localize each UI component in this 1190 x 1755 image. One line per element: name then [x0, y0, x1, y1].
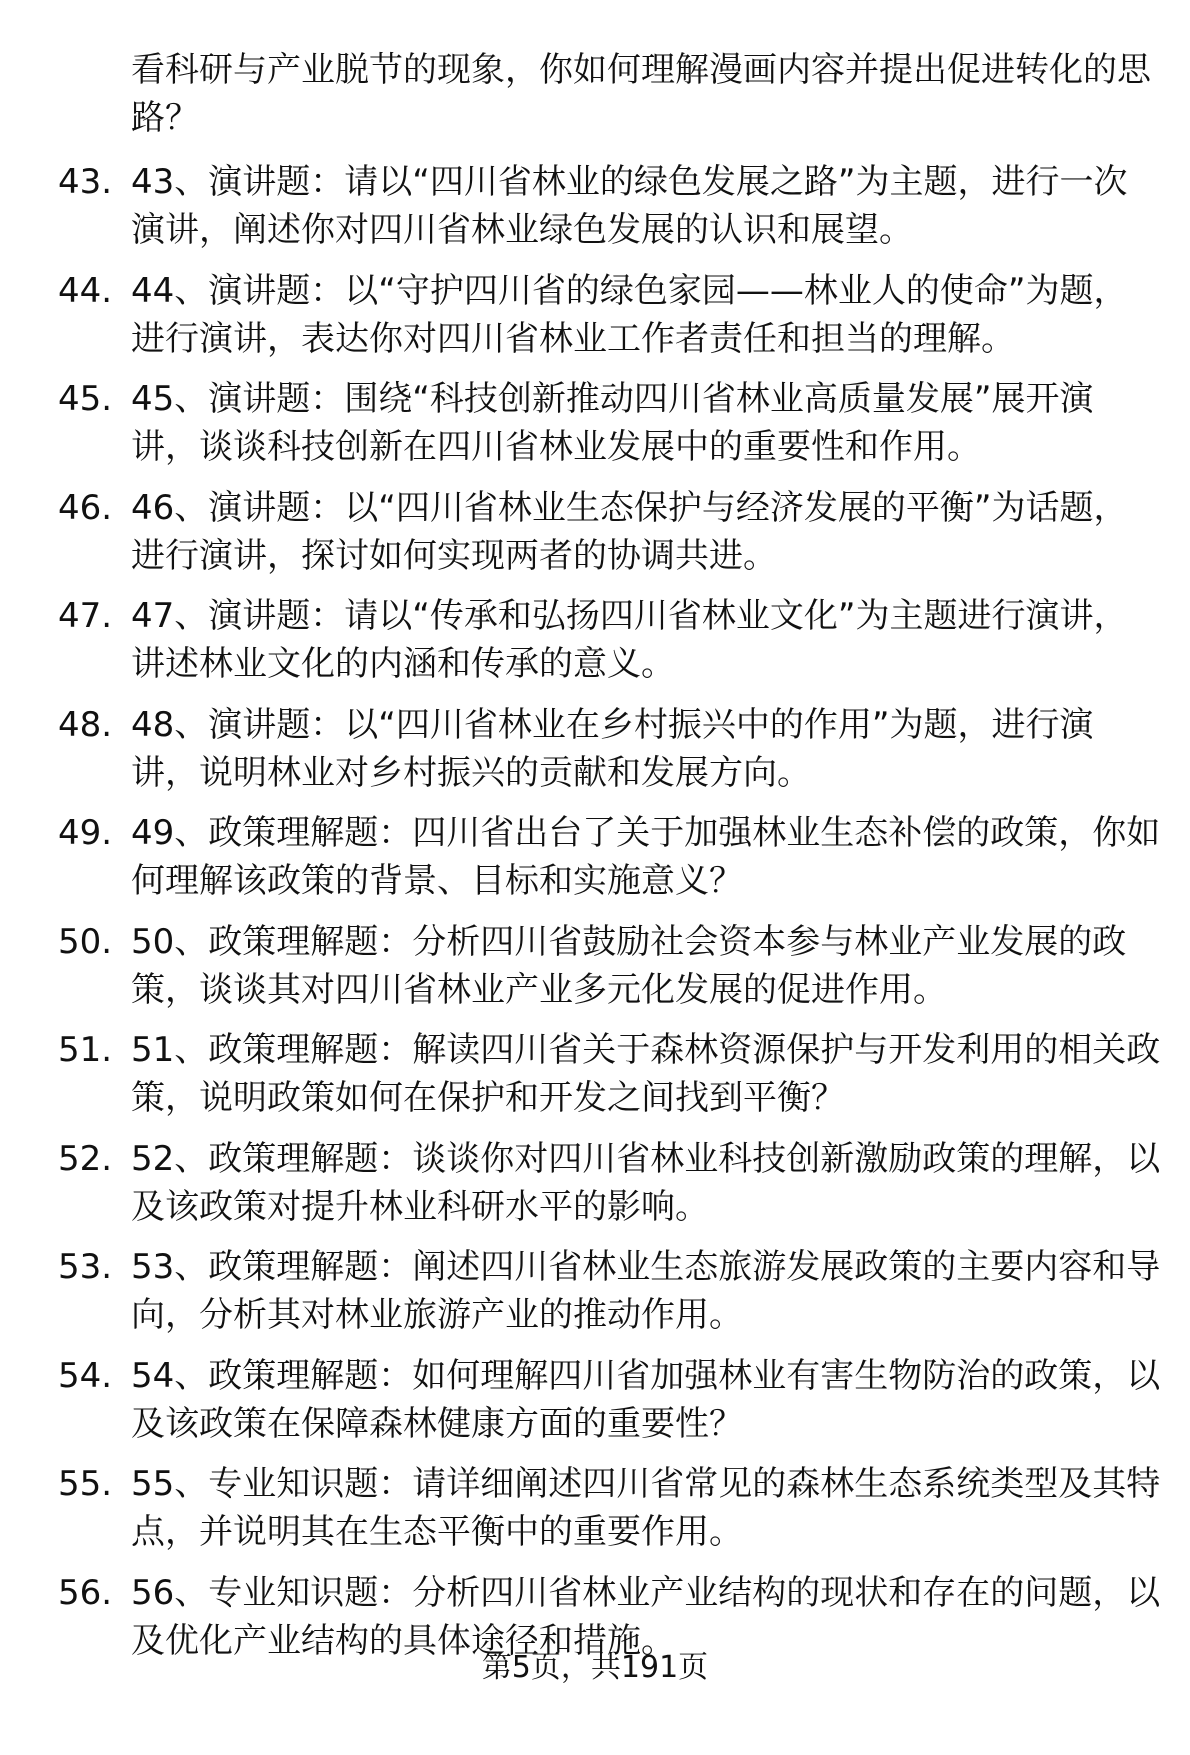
list-item-number: 48. — [58, 704, 113, 745]
list-item-number: 54. — [58, 1355, 113, 1396]
list-item-number: 49. — [58, 813, 113, 853]
list-item — [0, 1460, 1190, 1569]
list-item — [0, 1352, 1190, 1461]
list-item-number: 51. — [58, 1030, 113, 1070]
list-item-text: 46、演讲题：以“四川省林业生态保护与经济发展的平衡”为话题，进行演讲，探讨如何实现两者的协调共进。 — [131, 487, 1128, 576]
list-item — [0, 1026, 1190, 1135]
list-item-text: 53、政策理解题：阐述四川省林业生态旅游发展政策的主要内容和导向，分析其对林业旅游产业的推动作用。 — [131, 1247, 1161, 1335]
list-item — [0, 484, 1190, 593]
list-item — [0, 918, 1190, 1027]
list-item-text: 47、演讲题：请以“传承和弘扬四川省林业文化”为主题进行演讲，讲述林业文化的内涵和传承的意义。 — [131, 596, 1128, 684]
list-item — [0, 592, 1190, 701]
list-item-text: 51、政策理解题：解读四川省关于森林资源保护与开发利用的相关政策，说明政策如何在保护和开发之间找到平衡？ — [131, 1030, 1161, 1118]
list-item-number: 53. — [58, 1247, 113, 1287]
list-item — [0, 701, 1190, 810]
list-item-number: 46. — [58, 487, 113, 528]
list-item-text: 44、演讲题：以“守护四川省的绿色家园——林业人的使命”为题，进行演讲，表达你对四川省林业工作者责任和担当的理解。 — [131, 270, 1128, 359]
list-item-text: 49、政策理解题：四川省出台了关于加强林业生态补偿的政策，你如何理解该政策的背景、目标和实施意义？ — [131, 813, 1161, 901]
list-item-number: 56. — [58, 1572, 113, 1613]
list-item — [0, 1135, 1190, 1244]
page-number: 第5页，共191页 — [481, 1650, 709, 1685]
list-item-text: 56、专业知识题：分析四川省林业产业结构的现状和存在的问题，以及优化产业结构的具体途径和措施。 — [131, 1572, 1161, 1661]
list-item-number: 47. — [58, 596, 113, 636]
list-item-text: 50、政策理解题：分析四川省鼓励社会资本参与林业产业发展的政策，谈谈其对四川省林业产业多元化发展的促进作用。 — [131, 921, 1127, 1010]
list-item — [0, 1243, 1190, 1352]
list-item — [0, 158, 1190, 267]
list-item-number: 52. — [58, 1138, 113, 1179]
list-item-number: 43. — [58, 162, 113, 202]
list-item-text: 55、专业知识题：请详细阐述四川省常见的森林生态系统类型及其特点，并说明其在生态平衡中的重要作用。 — [131, 1464, 1161, 1552]
list-item-text: 48、演讲题：以“四川省林业在乡村振兴中的作用”为题，进行演讲，说明林业对乡村振兴的贡献和发展方向。 — [131, 704, 1094, 793]
list-item-text: 43、演讲题：请以“四川省林业的绿色发展之路”为主题，进行一次演讲，阐述你对四川省林业绿色发展的认识和展望。 — [131, 162, 1128, 250]
question-list — [0, 158, 1190, 1677]
list-item-text: 52、政策理解题：谈谈你对四川省林业科技创新激励政策的理解，以及该政策对提升林业科研水平的影响。 — [131, 1138, 1161, 1227]
list-item-number: 50. — [58, 921, 113, 962]
list-item-number: 55. — [58, 1464, 113, 1504]
list-item-text: 54、政策理解题：如何理解四川省加强林业有害生物防治的政策，以及该政策在保障森林健康方面的重要性？ — [131, 1355, 1161, 1444]
list-item-number: 45. — [58, 379, 113, 419]
list-item — [0, 267, 1190, 376]
list-item-number: 44. — [58, 270, 113, 311]
list-item — [0, 809, 1190, 918]
list-item-text: 45、演讲题：围绕“科技创新推动四川省林业高质量发展”展开演讲，谈谈科技创新在四川省林业发展中的重要性和作用。 — [131, 379, 1094, 467]
continued-question-text: 看科研与产业脱节的现象，你如何理解漫画内容并提出促进转化的思路？ — [131, 50, 1151, 138]
list-item — [0, 375, 1190, 484]
